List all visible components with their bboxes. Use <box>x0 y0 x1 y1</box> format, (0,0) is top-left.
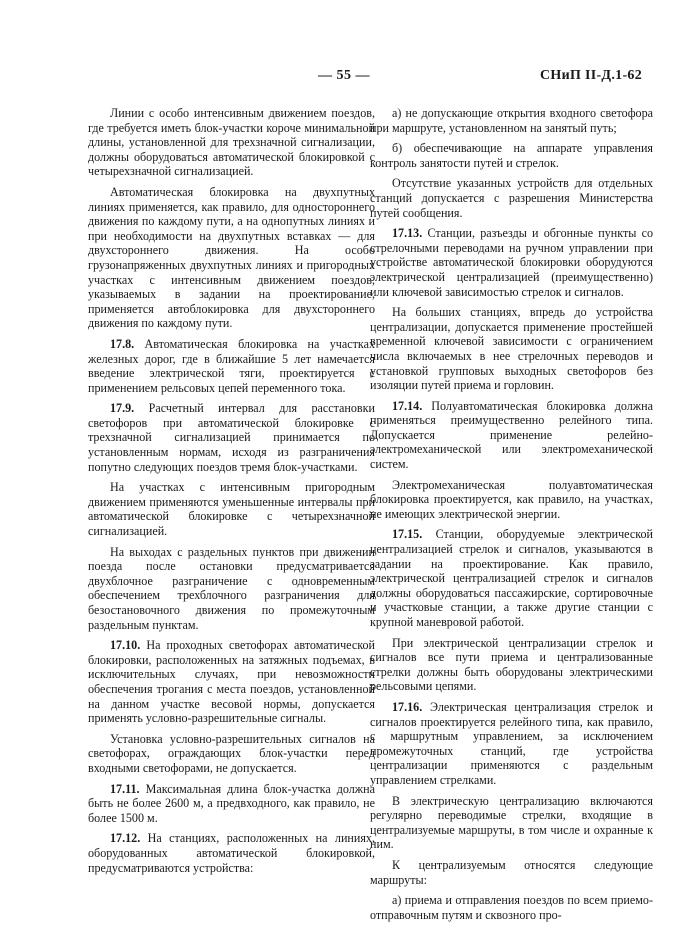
paragraph <box>370 893 653 922</box>
paragraph <box>88 782 375 826</box>
paragraph <box>370 226 653 299</box>
paragraph-text: При электрической централизации стрелок и сигналов все пути приема и централизованные стрелки должны быть оборудованы электрическими рельсовыми цепями. <box>370 635 653 694</box>
paragraph <box>370 527 653 629</box>
paragraph-text: Станции, разъезды и обгонные пункты со стрелочными переводами на ручном управлении при устройстве автоматической блокировки оборудуются электрической централизацией (преимущественно) или ключевой зависимостью стрелок и сигналов. <box>370 226 653 299</box>
paragraph-text: Установка условно-разрешительных сигналов на светофорах, ограждающих блок-участки перед входными светофорами, не допускается. <box>88 731 375 775</box>
page-number: — 55 — <box>318 68 370 83</box>
paragraph <box>370 305 653 393</box>
paragraph-text: В электрическую централизацию включаются регулярно переводимые стрелки, входящие в централизуемые маршруты, в том числе и охранные к ним. <box>370 793 653 852</box>
paragraph <box>88 106 375 179</box>
clause-number: 17.14. <box>392 398 423 413</box>
paragraph <box>370 106 653 135</box>
paragraph <box>88 732 375 776</box>
paragraph-text: Станции, оборудуемые электрической централизацией стрелок и сигналов, указываются в задании на проектирование. Как правило, электрической централизацией стрелок и сигналов должны оборудоваться пассажирские, сортировочные и участковые станции, а также другие станции с крупной маневровой работой. <box>370 527 653 629</box>
paragraph <box>88 337 375 395</box>
paragraph-text: На выходах с раздельных пунктов при движении поезда после остановки предусматривается двухблочное разграничение с одновременным обеспечением трехблочного разграничения для безостановочного движения по промежуточным раздельным пунктам. <box>88 544 375 632</box>
document-code: СНиП II-Д.1-62 <box>540 68 643 83</box>
paragraph <box>88 831 375 875</box>
paragraph <box>88 480 375 538</box>
paragraph-text: На проходных светофорах автоматической блокировки, расположенных на затяжных подъемах, в исключительных случаях, при невозможности обеспечения трогания с места поездов, установленной на данном участке весовой нормы, допускается применять условно-разрешительные сигналы. <box>88 638 375 726</box>
paragraph <box>88 545 375 633</box>
left-column <box>88 106 375 881</box>
paragraph-text: Автоматическая блокировка на двухпутных линиях применяется, как правило, для одностороннего движения по каждому пути, а на однопутных линиях и при необходимости на двухпутных вставках — для двухстороннего движения. На особо грузонапряженных двухпутных линиях и пригородных участках с интенсивным движением поездов, указываемых в задании на проектирование, применяется автоблокировка для двухстороннего движения по каждому пути. <box>88 184 375 331</box>
paragraph-text: Автоматическая блокировка на участках железных дорог, где в ближайшие 5 лет намечается введение электрической тяги, проектируется с применением рельсовых цепей переменного тока. <box>88 336 375 395</box>
paragraph-text: Отсутствие указанных устройств для отдельных станций допускается с разрешения Министерства путей сообщения. <box>370 176 653 220</box>
paragraph <box>370 478 653 522</box>
paragraph-text: На больших станциях, впредь до устройства централизации, допускается применение простейшей временной ключевой зависимости с ограничением числа включаемых в нее стрелочных переводов и установкой групповых выходных светофоров без изоляции путей приема и горловин. <box>370 305 653 393</box>
paragraph-text: Электрическая централизация стрелок и сигналов проектируется релейного типа, как правило, с маршрутным управлением, за исключением промежуточных станций, где устройства централизации применяются с раздельным управлением стрелками. <box>370 699 653 787</box>
clause-number: 17.15. <box>392 527 423 542</box>
paragraph <box>370 858 653 887</box>
paragraph-text: б) обеспечивающие на аппарате управления контроль занятости путей и стрелок. <box>370 141 653 170</box>
clause-number: 17.10. <box>110 638 141 653</box>
paragraph <box>88 638 375 726</box>
clause-number: 17.11. <box>110 781 140 796</box>
paragraph-text: Полуавтоматическая блокировка должна применяться преимущественно релейного типа. Допускается применение релейно-электромеханической или электромеханической систем. <box>370 398 653 472</box>
paragraph <box>370 176 653 220</box>
paragraph-text: Линии с особо интенсивным движением поездов, где требуется иметь блок-участки короче минимальной длины, установленной для трехзначной сигнализации, должны оборудоваться автоматической блокировкой с четырехзначной сигнализацией. <box>88 106 375 179</box>
clause-number: 17.9. <box>110 401 135 416</box>
clause-number: 17.8. <box>110 336 135 351</box>
paragraph-text: На станциях, расположенных на линиях, оборудованных автоматической блокировкой, предусматриваются устройства: <box>88 831 375 875</box>
paragraph-text: Расчетный интервал для расстановки светофоров при автоматической блокировке с трехзначной сигнализацией принимается по установленным нормам, исходя из разграничения попутно следующих поездов тремя блок-участками. <box>88 401 375 474</box>
paragraph-text: К централизуемым относятся следующие маршруты: <box>370 857 653 887</box>
paragraph-text: Максимальная длина блок-участка должна быть не более 2600 м, а предвходного, как правило, не более 1500 м. <box>88 781 375 825</box>
clause-number: 17.13. <box>392 226 423 241</box>
clause-number: 17.12. <box>110 831 141 846</box>
paragraph <box>370 794 653 852</box>
paragraph <box>370 636 653 694</box>
paragraph <box>370 141 653 170</box>
paragraph <box>88 185 375 331</box>
paragraph <box>88 401 375 474</box>
paragraph-text: а) не допускающие открытия входного светофора при маршруте, установленном на занятый путь; <box>370 106 653 135</box>
paragraph <box>370 700 653 788</box>
paragraph-text: Электромеханическая полуавтоматическая блокировка проектируется, как правило, на участках, не имеющих электрической энергии. <box>370 477 653 521</box>
right-column <box>370 106 653 928</box>
paragraph <box>370 399 653 472</box>
clause-number: 17.16. <box>392 699 423 714</box>
paragraph-text: а) приема и отправления поездов по всем приемо-отправочным путям и сквозного про- <box>370 893 653 922</box>
paragraph-text: На участках с интенсивным пригородным движением применяются уменьшенные интервалы при автоматической блокировке с четырехзначной сигнализацией. <box>88 480 375 539</box>
